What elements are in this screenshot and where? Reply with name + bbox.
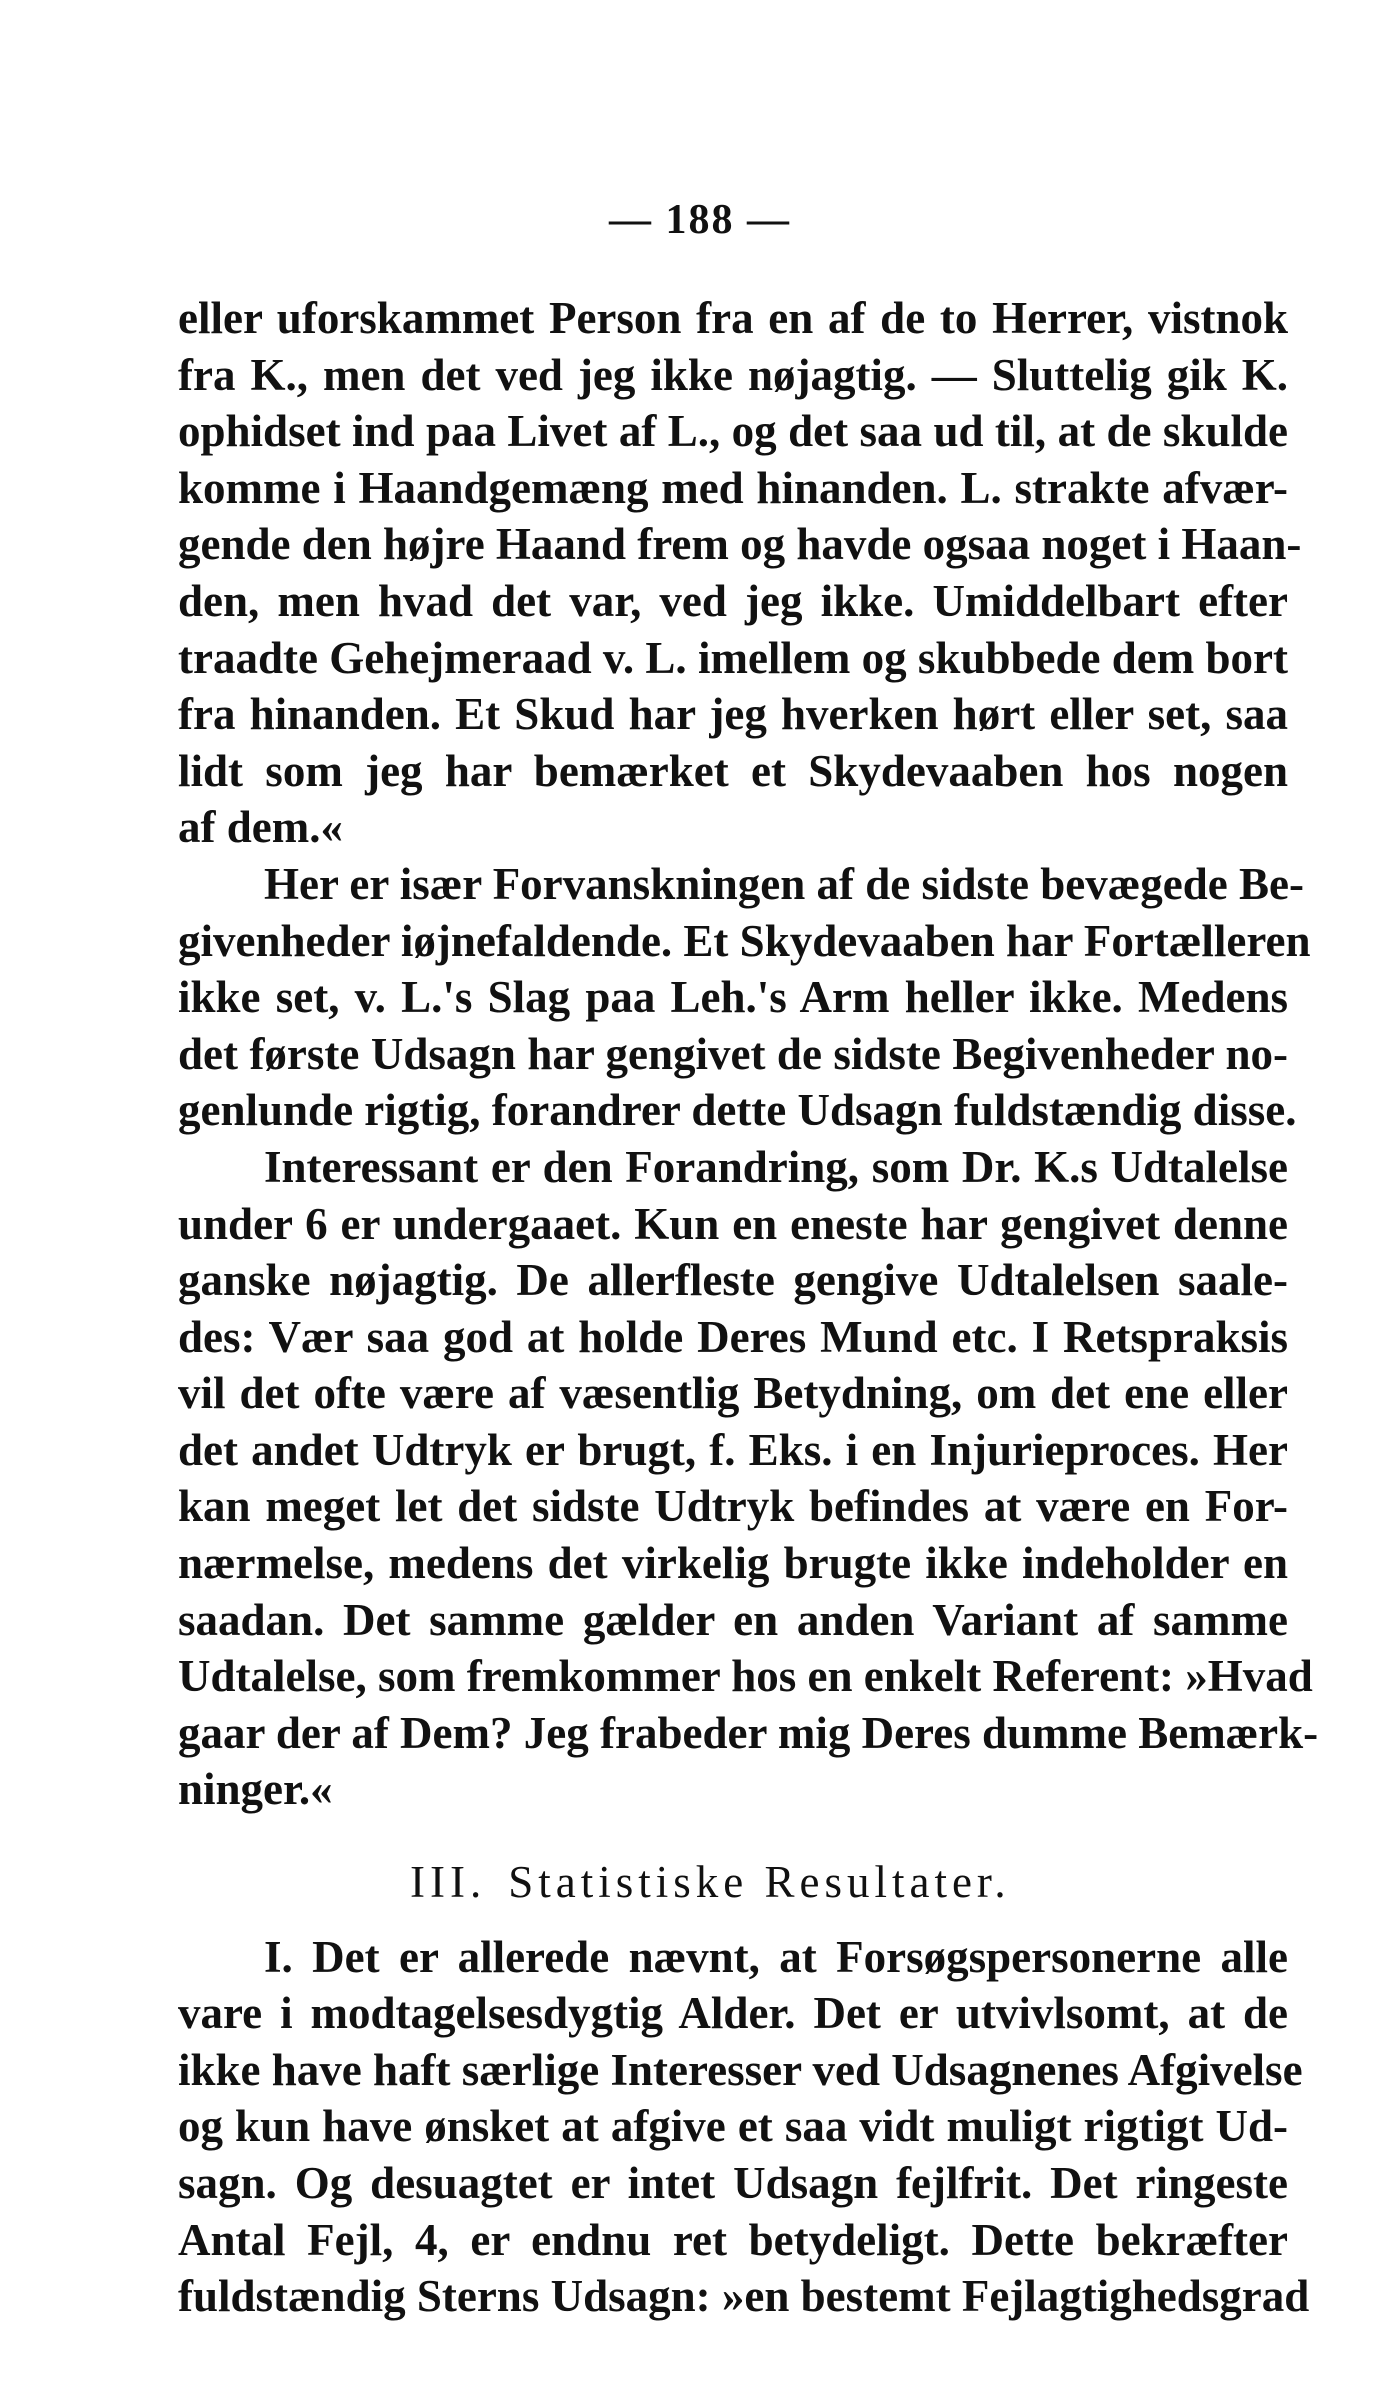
text-line: givenheder iøjnefaldende. Et Skydevaaben har Fortælleren bbox=[178, 915, 1311, 966]
text-line: fra K., men det ved jeg ikke nøjagtig. — Sluttelig gik K. bbox=[178, 349, 1288, 400]
text-line: gende den højre Haand frem og havde ogsaa noget i Haan- bbox=[178, 519, 1302, 570]
page-number: — 188 — bbox=[609, 197, 791, 243]
text-line: ganske nøjagtig. De allerfleste gengive Udtalelsen saale- bbox=[178, 1255, 1288, 1306]
text-line: vil det ofte være af væsentlig Betydning, om det ene eller bbox=[178, 1368, 1288, 1419]
text-line: nærmelse, medens det virkelig brugte ikke indeholder en bbox=[178, 1538, 1288, 1589]
text-line: under 6 er undergaaet. Kun en eneste har gengivet denne bbox=[178, 1198, 1288, 1249]
text-line: ikke set, v. L.'s Slag paa Leh.'s Arm heller ikke. Medens bbox=[178, 972, 1288, 1023]
text-line: Antal Fejl, 4, er endnu ret betydeligt. Dette bekræfter bbox=[178, 2214, 1288, 2265]
text-line: af dem.« bbox=[178, 802, 343, 853]
section-heading bbox=[178, 1854, 1288, 1911]
text-line: Her er især Forvanskningen af de sidste bevægede Be- bbox=[264, 858, 1304, 909]
text-line: lidt som jeg har bemærket et Skydevaaben hos nogen bbox=[178, 745, 1288, 796]
text-line: fuldstændig Sterns Udsagn: »en bestemt Fejlagtighedsgrad bbox=[178, 2271, 1310, 2322]
text-line: des: Vær saa god at holde Deres Mund etc. I Retspraksis bbox=[178, 1311, 1288, 1362]
text-line: det første Udsagn har gengivet de sidste Begivenheder no- bbox=[178, 1028, 1288, 1079]
text-line: eller uforskammet Person fra en af de to Herrer, vistnok bbox=[178, 293, 1288, 343]
body-text bbox=[178, 290, 1319, 2325]
text-line: det andet Udtryk er brugt, f. Eks. i en Injurieproces. Her bbox=[178, 1424, 1288, 1475]
text-line: saadan. Det samme gælder en anden Variant af samme bbox=[178, 1594, 1288, 1645]
text-line: ikke have haft særlige Interesser ved Udsagnenes Afgivelse bbox=[178, 2044, 1303, 2095]
text-line: Interessant er den Forandring, som Dr. K.s Udtalelse bbox=[264, 1141, 1288, 1192]
text-line: og kun have ønsket at afgive et saa vidt muligt rigtigt Ud- bbox=[178, 2101, 1288, 2152]
text-line: fra hinanden. Et Skud har jeg hverken hørt eller set, saa bbox=[178, 689, 1288, 740]
text-line: komme i Haandgemæng med hinanden. L. strakte afvær- bbox=[178, 462, 1288, 513]
text-line: traadte Gehejmeraad v. L. imellem og skubbede dem bort bbox=[178, 632, 1288, 683]
text-line: sagn. Og desuagtet er intet Udsagn fejlfrit. Det ringeste bbox=[178, 2158, 1288, 2208]
section-number: III. bbox=[410, 1857, 487, 1908]
text-line: ninger.« bbox=[178, 1764, 333, 1815]
text-line: kan meget let det sidste Udtryk befindes at være en For- bbox=[178, 1481, 1288, 1532]
text-line: ophidset ind paa Livet af L., og det saa ud til, at de skulde bbox=[178, 406, 1288, 457]
text-line: genlunde rigtig, forandrer dette Udsagn fuldstændig disse. bbox=[178, 1085, 1297, 1136]
text-line: Udtalelse, som fremkommer hos en enkelt Referent: »Hvad bbox=[178, 1651, 1313, 1702]
text-line: gaar der af Dem? Jeg frabeder mig Deres dumme Bemærk- bbox=[178, 1707, 1319, 1758]
text-line: den, men hvad det var, ved jeg ikke. Umiddelbart efter bbox=[178, 575, 1288, 626]
text-line: vare i modtagelsesdygtig Alder. Det er utvivlsomt, at de bbox=[178, 1988, 1288, 2039]
section-title: Statistiske Resultater. bbox=[508, 1857, 1011, 1908]
text-line: I. Det er allerede nævnt, at Forsøgspersonerne alle bbox=[264, 1931, 1288, 1982]
